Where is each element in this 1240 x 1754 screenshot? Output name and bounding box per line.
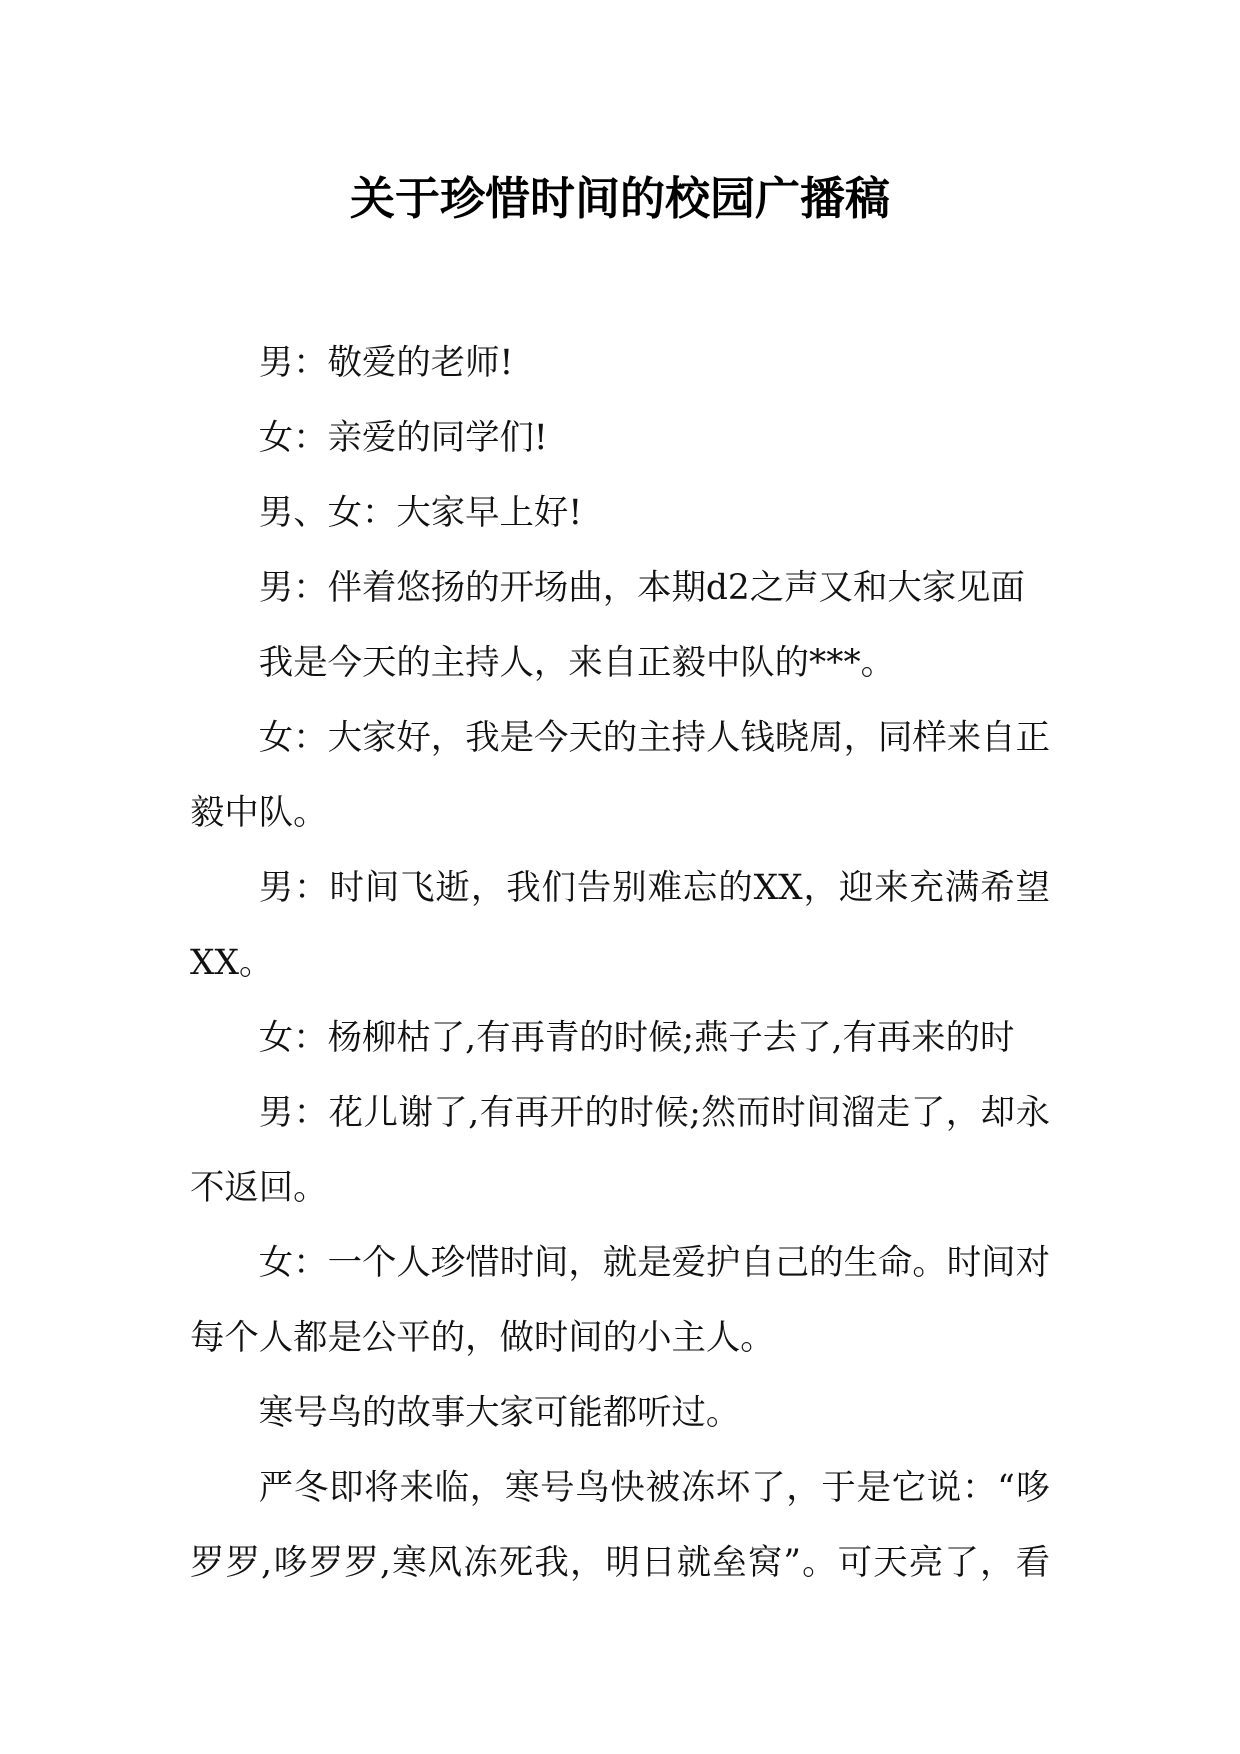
paragraph-line: 女：杨柳枯了,有再青的时候;燕子去了,有再来的时 (258, 1018, 1015, 1058)
paragraph (190, 851, 1050, 1001)
paragraph-line: 男：花儿谢了,有再开的时候;然而时间溜走了，却永 (258, 1093, 1050, 1133)
paragraph-line: 严冬即将来临，寒号鸟快被冻坏了，于是它说：“哆 (258, 1468, 1050, 1508)
paragraph-line: 男、女：大家早上好! (258, 493, 583, 533)
paragraph-line: 罗罗,哆罗罗,寒风冻死我，明日就垒窝”。可天亮了，看 (190, 1543, 1050, 1583)
paragraph-line: 男：伴着悠扬的开场曲，本期d2之声又和大家见面 (258, 568, 1025, 608)
paragraph-line: XX。 (190, 943, 274, 983)
paragraph (190, 551, 1050, 626)
paragraph-line: 毅中队。 (190, 793, 328, 833)
paragraph-line: 女：大家好，我是今天的主持人钱晓周，同样来自正 (258, 718, 1050, 758)
paragraph-line: 我是今天的主持人，来自正毅中队的***。 (258, 643, 896, 683)
paragraph-line: 女：一个人珍惜时间，就是爱护自己的生命。时间对 (258, 1243, 1050, 1283)
document-title: 关于珍惜时间的校园广播稿 (349, 172, 890, 225)
paragraph-line: 寒号鸟的故事大家可能都听过。 (258, 1393, 741, 1433)
paragraph (190, 326, 1050, 401)
paragraph (190, 1376, 1050, 1451)
paragraph-line: 男：时间飞逝，我们告别难忘的XX，迎来充满希望 (258, 868, 1050, 908)
paragraph (190, 1226, 1050, 1376)
paragraph-line: 每个人都是公平的，做时间的小主人。 (190, 1318, 775, 1358)
paragraph (190, 476, 1050, 551)
paragraph (190, 1451, 1050, 1601)
paragraph-line: 女：亲爱的同学们! (258, 418, 548, 458)
paragraph (190, 701, 1050, 851)
paragraph (190, 401, 1050, 476)
paragraph (190, 1076, 1050, 1226)
paragraph-line: 男：敬爱的老师! (258, 343, 514, 383)
paragraph (190, 1001, 1050, 1076)
paragraph-line: 不返回。 (190, 1168, 328, 1208)
paragraph (190, 626, 1050, 701)
document-body (190, 326, 1050, 1601)
